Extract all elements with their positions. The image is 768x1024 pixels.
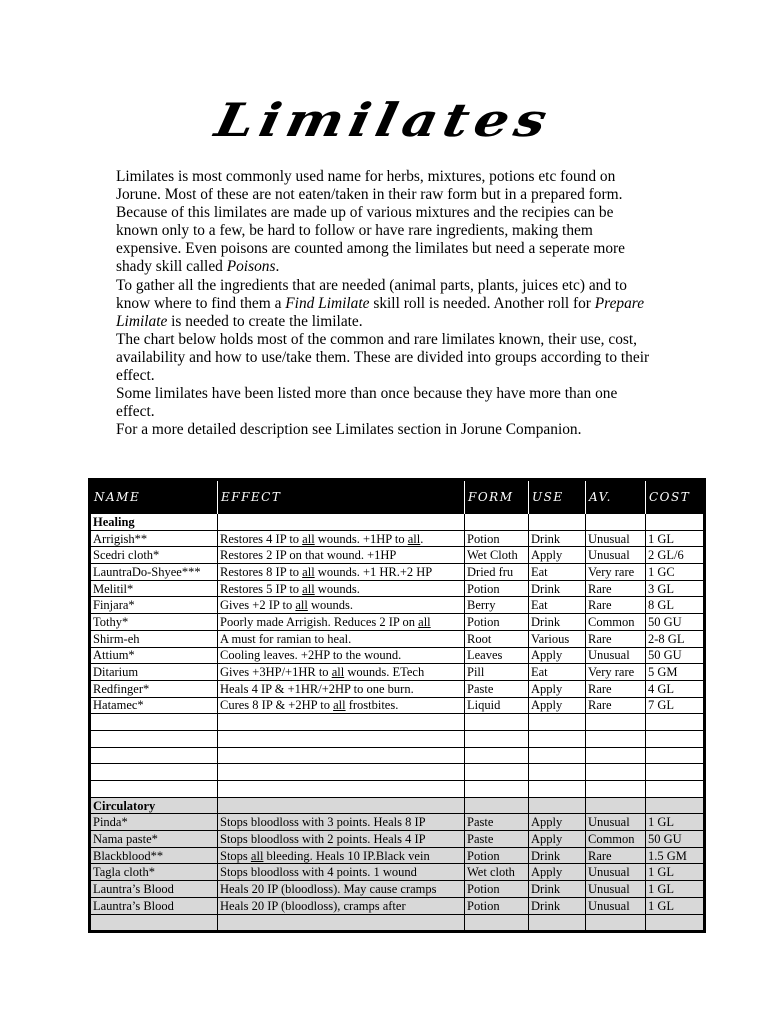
cell-cost: 8 GL	[646, 597, 705, 614]
cell-cost: 1 GC	[646, 564, 705, 581]
cell-cost: 2 GL/6	[646, 547, 705, 564]
table-row	[90, 647, 705, 664]
cell-use: Eat	[529, 597, 586, 614]
cell-effect: Stops bloodloss with 2 points. Heals 4 IP	[218, 831, 465, 848]
cell-name: Scedri cloth*	[90, 547, 218, 564]
cell-availability: Unusual	[586, 547, 646, 564]
cell-name: Attium*	[90, 647, 218, 664]
intro-paragraph-1: Limilates is most commonly used name for herbs, mixtures, potions etc found on Jorune. Most of these are not eaten/taken in their raw form but in a prepared form. Because of this limilates are made up of various mixtures and the recipies can be known only to a few, be hard to follow or have rare ingredients, making them expensive. Even poisons are counted among the limilates but need a seperate more shady skill called Poisons.	[116, 168, 626, 276]
column-header-cost: COST	[646, 480, 705, 514]
group-title-healing: Healing	[90, 514, 218, 531]
prepare-limilate-skill: Prepare Limilate	[116, 294, 645, 330]
cell-cost: 1 GL	[646, 864, 705, 881]
cell-cost: 5 GM	[646, 664, 705, 681]
cell-cost: 3 GL	[646, 580, 705, 597]
cell-form: Dried fru	[465, 564, 529, 581]
cell-use: Apply	[529, 831, 586, 848]
table-row	[90, 530, 705, 547]
cell-effect: A must for ramian to heal.	[218, 630, 465, 647]
cell-name: Finjara*	[90, 597, 218, 614]
cell-use: Drink	[529, 580, 586, 597]
cell-availability: Unusual	[586, 814, 646, 831]
cell-effect: Heals 20 IP (bloodloss). May cause cramps	[218, 881, 465, 898]
cell-availability: Rare	[586, 847, 646, 864]
intro-paragraph-2: To gather all the ingredients that are needed (animal parts, plants, juices etc) and to know where to find them a Find Limilate skill roll is needed. Another roll for Prepare Limilate is needed to create the limilate.	[116, 276, 645, 330]
cell-name: Launtra’s Blood	[90, 881, 218, 898]
cell-form: Berry	[465, 597, 529, 614]
poisons-skill: Poisons	[226, 258, 276, 276]
cell-form: Wet Cloth	[465, 547, 529, 564]
cell-name: Tothy*	[90, 614, 218, 631]
cell-availability: Unusual	[586, 897, 646, 914]
cell-availability: Unusual	[586, 530, 646, 547]
empty-row	[90, 730, 705, 747]
cell-effect: Heals 4 IP & +1HR/+2HP to one burn.	[218, 680, 465, 697]
cell-use: Apply	[529, 680, 586, 697]
empty-row	[90, 764, 705, 781]
table-header-row	[90, 480, 705, 514]
table-row	[90, 630, 705, 647]
cell-name: Launtra’s Blood	[90, 897, 218, 914]
column-header-use: USE	[529, 480, 586, 514]
cell-form: Potion	[465, 580, 529, 597]
table-row	[90, 547, 705, 564]
group-title-row	[90, 797, 705, 814]
cell-cost: 50 GU	[646, 614, 705, 631]
group-title-circulatory: Circulatory	[90, 797, 218, 814]
cell-use: Drink	[529, 881, 586, 898]
cell-effect: Restores 2 IP on that wound. +1HP	[218, 547, 465, 564]
empty-row	[90, 714, 705, 731]
table-row	[90, 864, 705, 881]
cell-name: Blackblood**	[90, 847, 218, 864]
cell-cost: 1 GL	[646, 881, 705, 898]
cell-use: Drink	[529, 530, 586, 547]
table-row	[90, 847, 705, 864]
cell-availability: Rare	[586, 697, 646, 714]
empty-row	[90, 914, 705, 932]
cell-effect: Stops bloodloss with 3 points. Heals 8 IP	[218, 814, 465, 831]
cell-form: Root	[465, 630, 529, 647]
cell-name: Shirm-eh	[90, 630, 218, 647]
cell-cost: 4 GL	[646, 680, 705, 697]
cell-form: Paste	[465, 814, 529, 831]
cell-use: Various	[529, 630, 586, 647]
table-row	[90, 897, 705, 914]
cell-cost: 50 GU	[646, 647, 705, 664]
cell-availability: Unusual	[586, 864, 646, 881]
cell-form: Wet cloth	[465, 864, 529, 881]
cell-form: Potion	[465, 614, 529, 631]
cell-use: Drink	[529, 847, 586, 864]
cell-effect: Gives +3HP/+1HR to all wounds. ETech	[218, 664, 465, 681]
table-row	[90, 580, 705, 597]
cell-name: LauntraDo-Shyee***	[90, 564, 218, 581]
cell-effect: Cooling leaves. +2HP to the wound.	[218, 647, 465, 664]
intro-paragraph-5: For a more detailed description see Limilates section in Jorune Companion.	[116, 421, 582, 439]
cell-cost: 1.5 GM	[646, 847, 705, 864]
empty-row	[90, 781, 705, 798]
cell-form: Paste	[465, 680, 529, 697]
intro-text	[116, 168, 656, 439]
cell-form: Potion	[465, 847, 529, 864]
intro-paragraph-4: Some limilates have been listed more than once because they have more than one effect.	[116, 385, 618, 421]
cell-use: Drink	[529, 614, 586, 631]
cell-availability: Rare	[586, 580, 646, 597]
find-limilate-skill: Find Limilate	[285, 294, 370, 312]
cell-name: Nama paste*	[90, 831, 218, 848]
cell-form: Pill	[465, 664, 529, 681]
table-row	[90, 664, 705, 681]
column-header-availability: AV.	[586, 480, 646, 514]
cell-effect: Gives +2 IP to all wounds.	[218, 597, 465, 614]
cell-availability: Rare	[586, 680, 646, 697]
cell-name: Hatamec*	[90, 697, 218, 714]
column-header-effect: EFFECT	[218, 480, 465, 514]
circulatory-group	[90, 797, 705, 932]
cell-use: Apply	[529, 697, 586, 714]
intro-paragraph-3: The chart below holds most of the common and rare limilates known, their use, cost, availability and how to use/take them. These are divided into groups according to their effect.	[116, 330, 650, 385]
cell-cost: 1 GL	[646, 814, 705, 831]
cell-form: Potion	[465, 881, 529, 898]
cell-name: Pinda*	[90, 814, 218, 831]
cell-effect: Poorly made Arrigish. Reduces 2 IP on all	[218, 614, 465, 631]
cell-name: Melitil*	[90, 580, 218, 597]
cell-effect: Stops all bleeding. Heals 10 IP.Black vein	[218, 847, 465, 864]
cell-availability: Unusual	[586, 647, 646, 664]
cell-name: Tagla cloth*	[90, 864, 218, 881]
table-row	[90, 881, 705, 898]
cell-name: Ditarium	[90, 664, 218, 681]
cell-form: Liquid	[465, 697, 529, 714]
cell-form: Paste	[465, 831, 529, 848]
cell-form: Potion	[465, 897, 529, 914]
cell-use: Drink	[529, 897, 586, 914]
cell-cost: 2-8 GL	[646, 630, 705, 647]
healing-group	[90, 514, 705, 798]
group-title-row	[90, 514, 705, 531]
cell-availability: Very rare	[586, 564, 646, 581]
table-row	[90, 697, 705, 714]
limilates-table	[88, 478, 706, 933]
empty-row	[90, 747, 705, 764]
cell-cost: 7 GL	[646, 697, 705, 714]
cell-effect: Restores 8 IP to all wounds. +1 HR.+2 HP	[218, 564, 465, 581]
cell-use: Apply	[529, 647, 586, 664]
page-title: Limilates	[210, 92, 558, 148]
cell-effect: Stops bloodloss with 4 points. 1 wound	[218, 864, 465, 881]
cell-use: Eat	[529, 564, 586, 581]
column-header-form: FORM	[465, 480, 529, 514]
table-row	[90, 814, 705, 831]
cell-cost: 1 GL	[646, 530, 705, 547]
cell-availability: Very rare	[586, 664, 646, 681]
table-row	[90, 680, 705, 697]
cell-cost: 1 GL	[646, 897, 705, 914]
cell-effect: Restores 4 IP to all wounds. +1HP to all.	[218, 530, 465, 547]
cell-effect: Restores 5 IP to all wounds.	[218, 580, 465, 597]
cell-use: Apply	[529, 814, 586, 831]
cell-use: Apply	[529, 864, 586, 881]
cell-effect: Cures 8 IP & +2HP to all frostbites.	[218, 697, 465, 714]
column-header-name: NAME	[90, 480, 218, 514]
cell-form: Leaves	[465, 647, 529, 664]
cell-availability: Common	[586, 614, 646, 631]
cell-use: Eat	[529, 664, 586, 681]
cell-availability: Unusual	[586, 881, 646, 898]
cell-availability: Rare	[586, 597, 646, 614]
cell-name: Arrigish**	[90, 530, 218, 547]
cell-form: Potion	[465, 530, 529, 547]
cell-name: Redfinger*	[90, 680, 218, 697]
cell-effect: Heals 20 IP (bloodloss), cramps after	[218, 897, 465, 914]
table-row	[90, 614, 705, 631]
cell-cost: 50 GU	[646, 831, 705, 848]
table-row	[90, 564, 705, 581]
cell-availability: Common	[586, 831, 646, 848]
table-row	[90, 831, 705, 848]
cell-availability: Rare	[586, 630, 646, 647]
table-row	[90, 597, 705, 614]
cell-use: Apply	[529, 547, 586, 564]
